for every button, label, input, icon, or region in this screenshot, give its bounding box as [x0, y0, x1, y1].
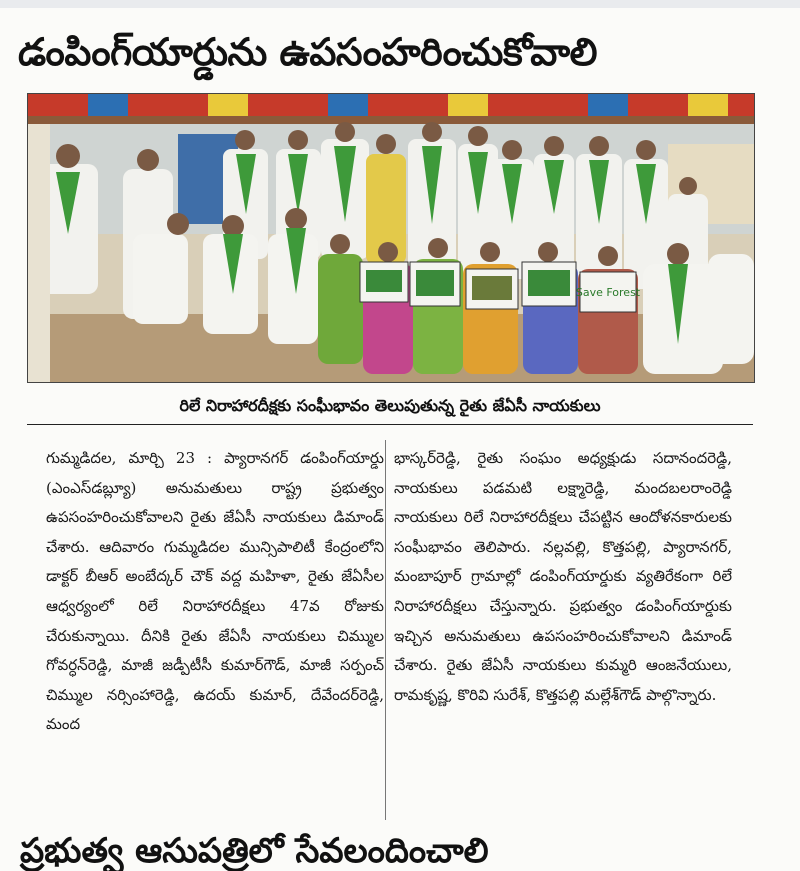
- tent-banner: [28, 94, 754, 124]
- placard-text: Save Forest: [575, 286, 641, 299]
- next-article-headline: [20, 831, 780, 871]
- body-column-right: భాస్కర్‌రెడ్డి, రైతు సంఘం అధ్యక్షుడు సదానందరెడ్డి, నాయకులు పడమటి లక్ష్మారెడ్డి, మందబలరాంరెడ్డి నాయకులు రిలే నిరాహారదీక్షలు చేపట్టిన ఆందోళనకారులకు సంఘీభావం తెలిపారు. నల్లవల్లి, కొత్తపల్లి, ప్యారానగర్, మంబాపూర్ గ్రామాల్లో డంపింగ్‌యార్డుకు వ్యతిరేకంగా రిలే నిరాహారదీక్షలు చేస్తున్నారు. ప్రభుత్వం డంపింగ్‌యార్డుకు ఇచ్చిన అనుమతులు ఉపసంహరించుకోవాలని డిమాండ్ చేశారు. రైతు జేఏసీ నాయకులు కుమ్మరి ఆంజనేయులు, రామకృష్ణ, కొరివి సురేశ్, కొత్తపల్లి మల్లేశ్‌గౌడ్ పాల్గొన్నారు.: [394, 449, 732, 704]
- photo-caption: రిలే నిరాహారదీక్షకు సంఘీభావం తెలుపుతున్న రైతు జేఏసీ నాయకులు: [179, 396, 601, 415]
- caption-rule: [27, 424, 753, 425]
- news-photo: [27, 93, 755, 383]
- body-column-left: గుమ్మడిదల, మార్చి 23 : ప్యారానగర్ డంపింగ్‌యార్డు (ఎంఎస్‌డబ్ల్యూ) అనుమతులు రాష్ట్ర ప్రభుత్వం ఉపసంహరించుకోవాలని రైతు జేఏసీ నాయకులు డిమాండ్ చేశారు. ఆదివారం గుమ్మడిదల మున్సిపాలిటీ కేంద్రంలోని డాక్టర్ బీఆర్ అంబేద్కర్ చౌక్ వద్ద మహిళా, రైతు జేఏసీల ఆధ్వర్యంలో రిలే నిరాహారదీక్షలు 47వ రోజుకు చేరుకున్నాయి. దీనికి రైతు జేఏసీ నాయకులు చిమ్ముల గోవర్ధన్‌రెడ్డి, మాజీ జడ్పీటీసీ కుమార్‌గౌడ్, మాజీ సర్పంచ్ చిమ్ముల నర్సింహారెడ్డి, ఉదయ్ కుమార్, దేవేందర్‌రెడ్డి, మంద: [46, 449, 384, 734]
- article-headline: డంపింగ్‌యార్డును ఉపసంహరించుకోవాలి: [18, 30, 597, 74]
- column-divider: [385, 440, 386, 820]
- top-strip: [0, 0, 800, 8]
- next-article-headline-text: ప్రభుత్వ ఆసుపత్రిలో సేవలందించాలి: [20, 831, 489, 871]
